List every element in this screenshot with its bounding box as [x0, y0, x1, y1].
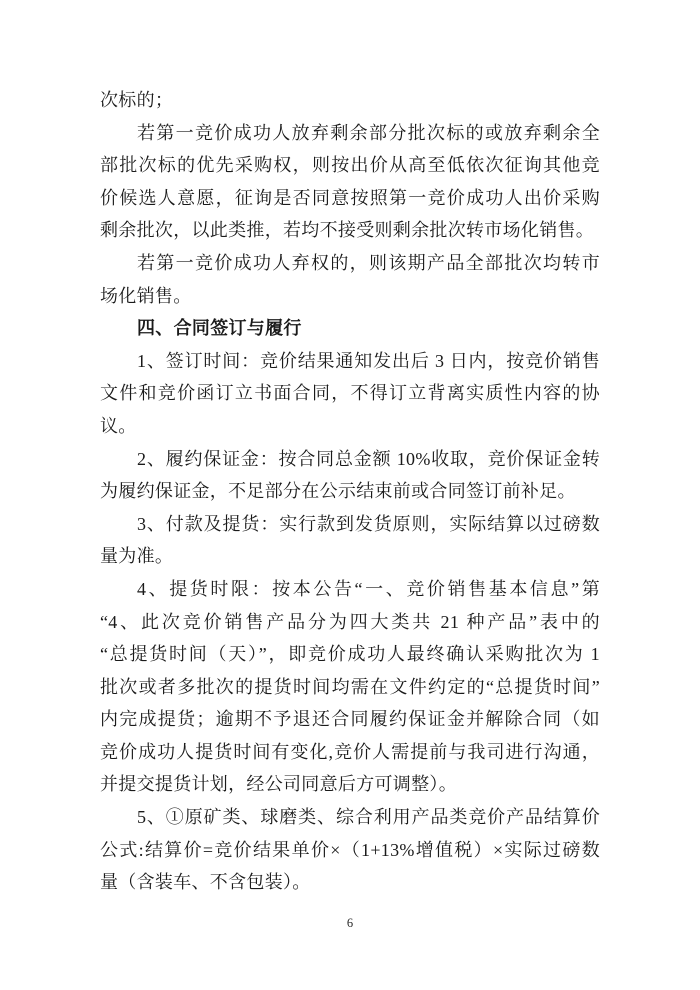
text-line: “总提货时间（天）”，即竞价成功人最终确认采购批次为 1 [100, 644, 600, 665]
text-line: 并提交提货计划，经公司同意后方可调整）。 [100, 774, 457, 795]
paragraph [100, 345, 600, 443]
text-line: 批次或者多批次的提货时间均需在文件约定的“总提货时间” [100, 676, 600, 697]
text-line: 场化销售。 [100, 285, 192, 306]
paragraph [100, 117, 600, 247]
text-line: 3、付款及提货：实行款到发货原则，实际结算以过磅数 [137, 513, 600, 534]
text-line: 若第一竞价成功人弃权的，则该期产品全部批次均转市 [137, 252, 600, 273]
text-line: 剩余批次，以此类推，若均不接受则剩余批次转市场化销售。 [100, 220, 595, 241]
text-line: 议。 [100, 415, 137, 436]
text-line: 部批次标的优先采购权，则按出价从高至低依次征询其他竞 [100, 155, 600, 176]
text-line: 四、合同签订与履行 [137, 318, 302, 339]
paragraph [100, 508, 600, 573]
document-body [100, 84, 600, 899]
text-line: 文件和竞价函订立书面合同，不得订立背离实质性内容的协 [100, 383, 600, 404]
page-number: 6 [346, 916, 354, 930]
paragraph-continuation [100, 84, 600, 117]
paragraph [100, 247, 600, 312]
text-line: 价候选人意愿，征询是否同意按照第一竞价成功人出价采购 [100, 187, 600, 208]
text-line: 量（含装车、不含包装）。 [100, 872, 311, 893]
text-line: 竞价成功人提货时间有变化,竞价人需提前与我司进行沟通， [100, 741, 600, 762]
text-line: 公式:结算价=竞价结果单价×（1+13%增值税）×实际过磅数 [100, 839, 600, 860]
text-line: 次标的； [100, 90, 174, 110]
text-line: 1、签订时间：竞价结果通知发出后 3 日内，按竞价销售 [137, 350, 600, 371]
text-line: 5、①原矿类、球磨类、综合利用产品类竞价产品结算价 [137, 807, 600, 828]
text-line: 若第一竞价成功人放弃剩余部分批次标的或放弃剩余全 [137, 122, 600, 143]
page-footer [0, 914, 700, 932]
paragraph [100, 443, 600, 508]
text-line: 内完成提货；逾期不予退还合同履约保证金并解除合同（如 [100, 709, 600, 730]
paragraph [100, 573, 600, 801]
text-line: 为履约保证金，不足部分在公示结束前或合同签订前补足。 [100, 481, 576, 502]
text-line: 2、履约保证金：按合同总金额 10%收取，竞价保证金转 [137, 448, 600, 469]
text-line: 量为准。 [100, 546, 174, 567]
text-line: 4、提货时限：按本公告“一、竞价销售基本信息”第 [137, 578, 600, 599]
section-heading [100, 312, 600, 345]
text-line: “4、此次竞价销售产品分为四大类共 21 种产品”表中的 [100, 611, 600, 632]
paragraph [100, 801, 600, 899]
